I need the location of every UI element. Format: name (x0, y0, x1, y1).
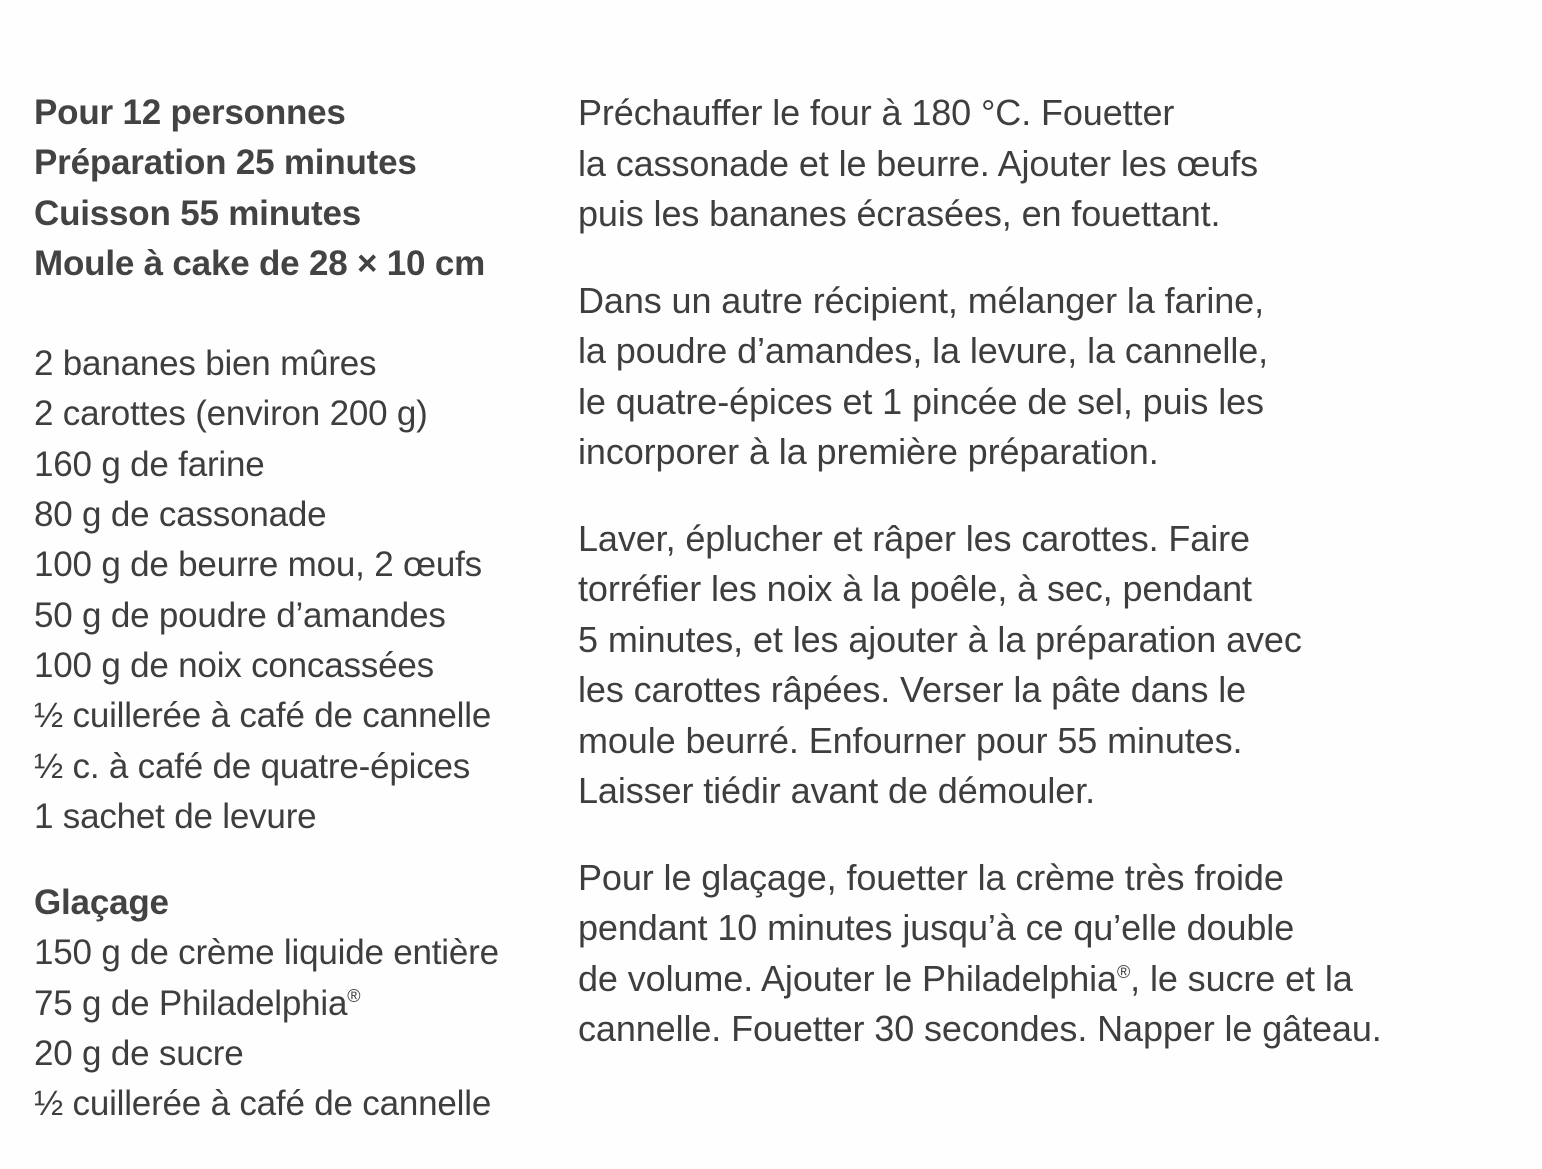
glacage-item: 150 g de crème liquide entière (34, 933, 499, 973)
step-paragraph (578, 853, 1528, 1055)
glacage-section (34, 878, 554, 1129)
ingredient-item: 50 g de poudre d’amandes (34, 595, 446, 635)
glacage-item: 20 g de sucre (34, 1034, 244, 1074)
step-line: Préchauffer le four à 180 °C. Fouetter (578, 92, 1175, 133)
step-paragraph (578, 514, 1528, 817)
ingredient-item: 80 g de cassonade (34, 495, 327, 535)
step-line: Laver, éplucher et râper les carottes. Faire (578, 517, 1250, 559)
glacage-item (34, 979, 554, 1029)
ingredient-item: 160 g de farine (34, 444, 265, 484)
step-line: torréfier les noix à la poêle, à sec, pendant (578, 568, 1252, 609)
step-line: le quatre-épices et 1 pincée de sel, puis les (578, 380, 1264, 422)
glacage-item-text: 75 g de Philadelphia (34, 983, 348, 1023)
ingredients-list (34, 339, 554, 842)
ingredient-item: 2 bananes bien mûres (34, 344, 377, 384)
step-line: puis les bananes écrasées, en fouettant. (578, 193, 1221, 234)
step-line-text: , le sucre et la (1130, 957, 1353, 999)
step-line: Laisser tiédir avant de démouler. (578, 770, 1095, 811)
servings: Pour 12 personnes (34, 93, 346, 132)
ingredient-item: ½ c. à café de quatre-épices (34, 746, 471, 786)
step-line: incorporer à la première préparation. (578, 431, 1159, 472)
glacage-item: ½ cuillerée à café de cannelle (34, 1084, 492, 1124)
ingredients-column (34, 88, 554, 1130)
step-line: pendant 10 minutes jusqu’à ce qu’elle double (578, 907, 1295, 948)
step-paragraph (578, 88, 1528, 240)
spacer (34, 289, 554, 339)
step-line: la poudre d’amandes, la levure, la cannelle, (578, 330, 1269, 371)
registered-mark: ® (347, 985, 361, 1006)
step-line: Pour le glaçage, fouetter la crème très froide (578, 856, 1284, 898)
step-line (578, 954, 1528, 1005)
step-line: la cassonade et le beurre. Ajouter les œufs (578, 142, 1259, 184)
spacer (34, 842, 554, 878)
step-line: cannelle. Fouetter 30 secondes. Napper le gâteau. (578, 1008, 1382, 1049)
glacage-title: Glaçage (34, 883, 169, 923)
step-paragraph (578, 276, 1528, 478)
pan-size: Moule à cake de 28 × 10 cm (34, 243, 486, 283)
step-line: 5 minutes, et les ajouter à la préparation avec (578, 618, 1302, 660)
ingredient-item: 100 g de noix concassées (34, 645, 434, 685)
step-line: Dans un autre récipient, mélanger la farine, (578, 279, 1264, 321)
ingredient-item: 2 carottes (environ 200 g) (34, 394, 428, 434)
instructions-column (578, 88, 1528, 1091)
registered-mark: ® (1116, 961, 1131, 982)
cook-time: Cuisson 55 minutes (34, 193, 362, 233)
step-line-text: de volume. Ajouter le Philadelphia (578, 957, 1117, 999)
ingredient-item: 100 g de beurre mou, 2 œufs (34, 545, 482, 585)
prep-time: Préparation 25 minutes (34, 143, 417, 183)
step-line: les carottes râpées. Verser la pâte dans le (578, 669, 1247, 710)
ingredient-item: ½ cuillerée à café de cannelle (34, 696, 492, 736)
step-line: moule beurré. Enfourner pour 55 minutes. (578, 719, 1243, 761)
ingredient-item: 1 sachet de levure (34, 796, 317, 836)
